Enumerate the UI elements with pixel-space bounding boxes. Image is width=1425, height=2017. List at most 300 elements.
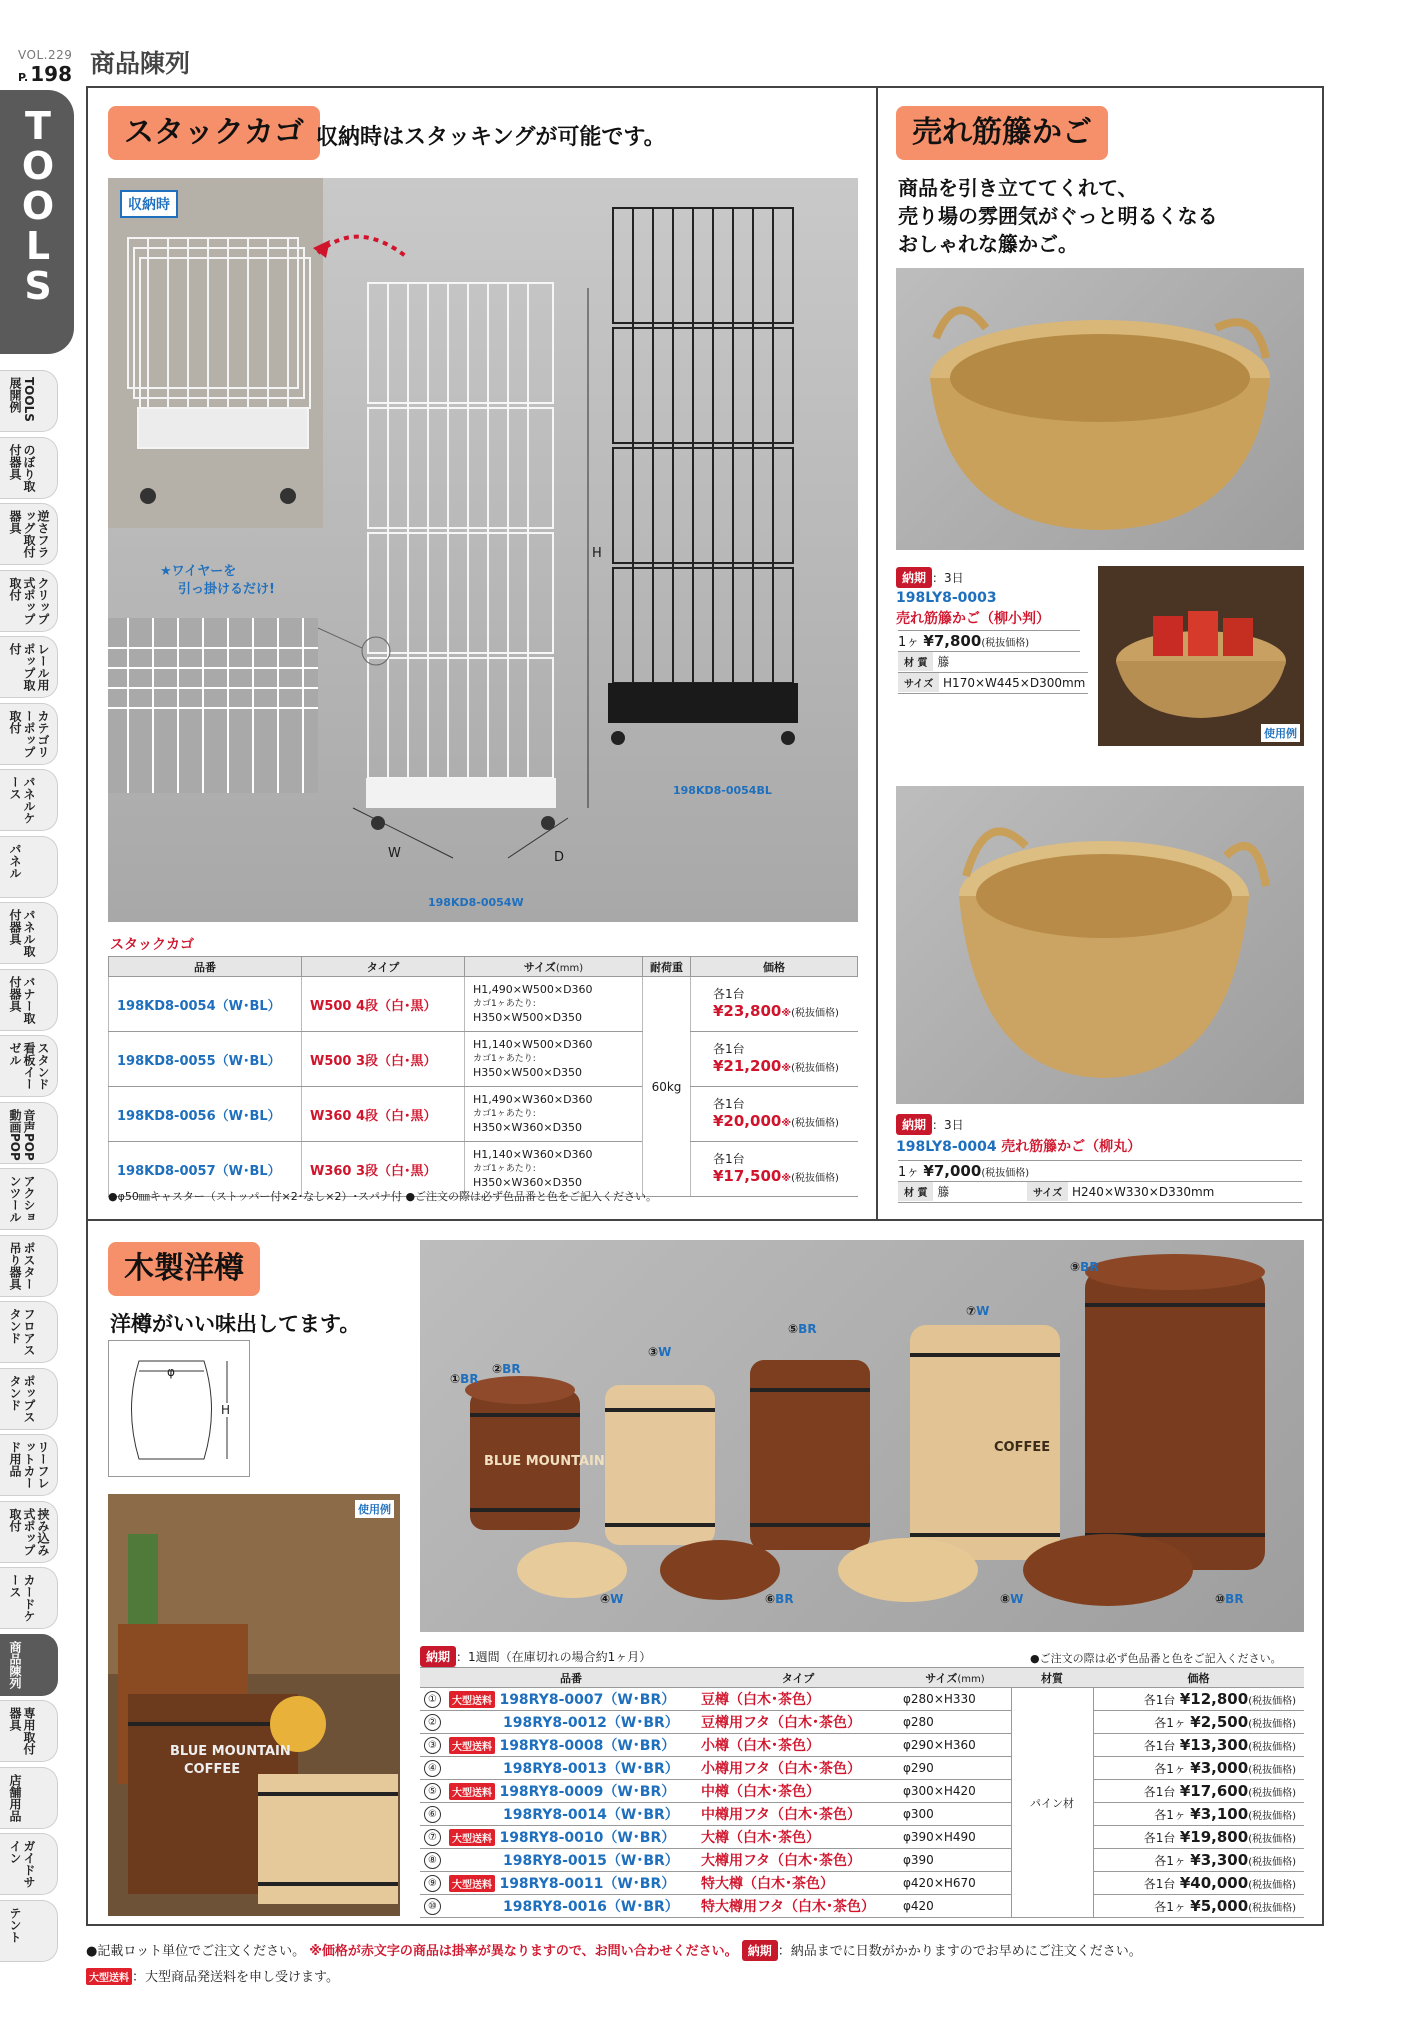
stack-price-cell [691, 977, 858, 1032]
bth-size-label: サイズ [925, 1671, 958, 1685]
stack-footnote: ●φ50㎜キャスター（ストッパー付×2･なし×2）･スパナ付 ●ご注文の際は必ず色品番と色をご記入ください。 [108, 1190, 658, 1203]
stack-size-2: カゴ1ヶあたり: [473, 1054, 536, 1064]
barrel-price: ¥13,300 [1179, 1736, 1249, 1754]
sidebar-tab[interactable] [0, 769, 58, 831]
stack-tax: (税抜価格) [791, 1118, 839, 1129]
barrel-price-cell [1093, 1826, 1304, 1849]
sidebar-tab[interactable] [0, 1168, 58, 1230]
table-row [420, 1757, 1304, 1780]
callout-number: ⑩ [1215, 1592, 1226, 1606]
stack-size-1: H1,490×W360×D360 [473, 1093, 593, 1106]
stack-size-1: H1,490×W500×D360 [473, 983, 593, 996]
stack-price-mark: ※ [781, 1008, 792, 1019]
rattan1-delivery [896, 567, 964, 588]
th-size [465, 957, 643, 977]
barrel-size: φ280 [899, 1711, 1011, 1734]
footer-line-1 [86, 1940, 1142, 1961]
bth-price: 価格 [1093, 1668, 1304, 1688]
sidebar-tab-label: レール用ポップ取付 [8, 643, 50, 691]
stack-size-3: H350×W360×D350 [473, 1176, 583, 1189]
sidebar-tab[interactable] [0, 1102, 58, 1164]
callout-number: ⑧ [1000, 1592, 1011, 1606]
delivery-badge-2: 納期 [896, 1114, 932, 1135]
callout-number: ⑨ [1070, 1260, 1081, 1274]
stack-size-2: カゴ1ヶあたり: [473, 1109, 536, 1119]
rattan2-price-row [898, 1160, 1302, 1180]
sidebar-tab[interactable] [0, 902, 58, 964]
round-basket-illustration [896, 786, 1304, 1104]
barrel-callout [765, 1592, 794, 1606]
sidebar-tab-label: 専用取付器具 [8, 1707, 36, 1755]
barrel-unit: 各1台 [1143, 1739, 1176, 1753]
barrel-price: ¥3,300 [1190, 1851, 1249, 1869]
stack-price-mark: ※ [781, 1173, 792, 1184]
sidebar-tab[interactable] [0, 1368, 58, 1430]
barrel-row-number [420, 1803, 445, 1826]
rattan1-price: ¥7,800 [923, 632, 982, 650]
sidebar-tab-label: クリップ式ポップ取付 [8, 576, 50, 625]
barrel-tax: (税抜価格) [1248, 1742, 1296, 1753]
sidebar-tab[interactable] [0, 437, 58, 499]
rattan-usage-photo [1098, 566, 1304, 746]
row-number-badge: ⑩ [424, 1898, 441, 1915]
row-number-badge: ③ [424, 1737, 441, 1754]
barrel-type: 大樽用フタ（白木･茶色） [697, 1849, 899, 1872]
rattan2-name: 売れ筋籐かご（柳丸） [1001, 1139, 1142, 1155]
sidebar-tab[interactable] [0, 1900, 58, 1962]
bth-material: 材質 [1011, 1668, 1093, 1688]
barrel-catch: 洋樽がいい味出してます。 [110, 1312, 361, 1336]
barrel-callout [648, 1345, 671, 1359]
barrel-row-number [420, 1711, 445, 1734]
sidebar-tab[interactable] [0, 370, 58, 432]
footer-delivery-badge: 納期 [742, 1940, 778, 1961]
barrel-type: 特大樽（白木･茶色） [697, 1872, 899, 1895]
callout-number: ③ [648, 1345, 659, 1359]
rattan2-size: H240×W330×D330mm [1072, 1185, 1215, 1199]
footer-line-2 [86, 1966, 339, 1985]
barrel-callout [1000, 1592, 1023, 1606]
table-row [420, 1872, 1304, 1895]
rattan1-mat: 籐 [937, 655, 950, 669]
barrel-dim-diagram [108, 1340, 250, 1477]
barrel-callout [1070, 1260, 1099, 1274]
rattan1-size: H170×W445×D300mm [943, 676, 1086, 690]
barrel-row-number [420, 1734, 445, 1757]
barrel-unit: 各1台 [1143, 1877, 1176, 1891]
sidebar-tab-label: 挟み込み式ポップ取付 [8, 1507, 50, 1556]
sidebar [0, 0, 80, 2017]
big-shipping-tag: 大型送料 [449, 1737, 495, 1754]
stack-size-3: H350×W500×D350 [473, 1066, 583, 1079]
sidebar-tab-label: カードケース [8, 1574, 36, 1622]
barrel-unit: 各1ヶ [1154, 1900, 1186, 1914]
volume-label: VOL.229 [18, 48, 73, 62]
barrel-code-cell [445, 1895, 697, 1918]
barrel-code: 198RY8-0012（W･BR） [503, 1715, 679, 1731]
barrel-code: 198RY8-0010（W･BR） [499, 1830, 676, 1846]
barrel-price-cell [1093, 1849, 1304, 1872]
row-number-badge: ⑥ [424, 1806, 441, 1823]
row-number-badge: ④ [424, 1760, 441, 1777]
table-row [420, 1734, 1304, 1757]
rattan2-mat: 籐 [937, 1185, 950, 1199]
callout-number: ⑦ [966, 1304, 977, 1318]
barrel-callout [450, 1372, 479, 1386]
barrel-usage-illustration [108, 1494, 400, 1916]
barrel-price-cell [1093, 1757, 1304, 1780]
sidebar-tab[interactable] [0, 1235, 58, 1297]
barrel-callout [1215, 1592, 1244, 1606]
rattan1-code: 198LY8-0003 [896, 590, 997, 606]
sidebar-tab[interactable] [0, 703, 58, 765]
usage-barrel-print-2: COFFEE [184, 1762, 241, 1777]
barrel-lineup-illustration [420, 1240, 1304, 1632]
barrel-lineup-photo [420, 1240, 1304, 1632]
stack-size-3: H350×W360×D350 [473, 1121, 583, 1134]
round-basket-photo [896, 786, 1304, 1104]
barrel-code: 198RY8-0007（W･BR） [499, 1692, 676, 1708]
stack-photo [108, 178, 858, 922]
barrel-size: φ280×H330 [899, 1688, 1011, 1711]
barrel-price-cell [1093, 1688, 1304, 1711]
lineup-print-1: BLUE MOUNTAIN [484, 1454, 605, 1469]
stack-unit: 各1台 [713, 1152, 745, 1166]
row-number-badge: ⑦ [424, 1829, 441, 1846]
barrel-code-cell [445, 1803, 697, 1826]
stack-size-3: H350×W500×D350 [473, 1011, 583, 1024]
barrel-price: ¥17,600 [1179, 1782, 1249, 1800]
usage-barrel-print-1: BLUE MOUNTAIN [170, 1744, 291, 1759]
callout-color: BR [460, 1372, 479, 1386]
callout-number: ① [450, 1372, 461, 1386]
rattan-title: 売れ筋籐かご [896, 106, 1108, 160]
stack-size-2: カゴ1ヶあたり: [473, 999, 536, 1009]
usage-label: 使用例 [1261, 724, 1300, 742]
horizontal-divider [86, 1219, 1324, 1221]
barrel-callout [966, 1304, 989, 1318]
th-size-label: サイズ [523, 960, 556, 974]
rattan2-mat-label: 材 質 [898, 1182, 933, 1201]
barrel-table [420, 1667, 1304, 1918]
stack-tax: (税抜価格) [791, 1173, 839, 1184]
big-shipping-tag: 大型送料 [449, 1691, 495, 1708]
barrel-price-cell [1093, 1734, 1304, 1757]
stack-load: 60kg [643, 977, 691, 1197]
barrel-code-cell [445, 1734, 697, 1757]
stored-photo-label: 収納時 [120, 190, 178, 218]
stack-size [465, 1032, 643, 1087]
table-row [420, 1780, 1304, 1803]
footer-big-tag: 大型送料 [86, 1968, 132, 1985]
rattan1-qty: 1ヶ [898, 635, 920, 650]
big-shipping-tag: 大型送料 [449, 1829, 495, 1846]
callout-color: W [976, 1304, 990, 1318]
callout-color: BR [798, 1322, 817, 1336]
barrel-code-cell [445, 1849, 697, 1872]
callout-color: BR [1225, 1592, 1244, 1606]
stack-tax: (税抜価格) [791, 1063, 839, 1074]
sidebar-tab[interactable] [0, 636, 58, 698]
row-number-badge: ⑤ [424, 1783, 441, 1800]
barrel-code-cell [445, 1711, 697, 1734]
barrel-type: 豆樽（白木･茶色） [697, 1688, 899, 1711]
sidebar-tab[interactable] [0, 503, 58, 565]
barrel-tax: (税抜価格) [1248, 1903, 1296, 1914]
barrel-price-cell [1093, 1803, 1304, 1826]
sidebar-tab[interactable] [0, 1301, 58, 1363]
barrel-row-number [420, 1688, 445, 1711]
stack-size [465, 1087, 643, 1142]
callout-number: ⑤ [788, 1322, 799, 1336]
barrel-size: φ300 [899, 1803, 1011, 1826]
stack-size-1: H1,140×W360×D360 [473, 1148, 593, 1161]
sidebar-tab-label: カテゴリーポップ取付 [8, 709, 50, 758]
rattan1-size-row [898, 672, 1088, 694]
barrel-code: 198RY8-0008（W･BR） [499, 1738, 676, 1754]
stack-price: ¥21,200 [713, 1057, 782, 1075]
rattan2-price: ¥7,000 [923, 1162, 982, 1180]
code-bl-label: 198KD8-0054BL [673, 784, 772, 797]
bth-size [899, 1668, 1011, 1688]
barrel-unit: 各1ヶ [1154, 1808, 1186, 1822]
table-row [109, 977, 858, 1032]
barrel-code: 198RY8-0015（W･BR） [503, 1853, 679, 1869]
wire-note-line1: ★ワイヤーを [160, 564, 237, 579]
barrel-unit: 各1ヶ [1154, 1716, 1186, 1730]
barrel-code: 198RY8-0014（W･BR） [503, 1807, 679, 1823]
sidebar-tab-label: 音声POP動画POP [8, 1108, 36, 1161]
stack-size-1: H1,140×W500×D360 [473, 1038, 593, 1051]
th-type: タイプ [302, 957, 465, 977]
barrel-size: φ300×H420 [899, 1780, 1011, 1803]
sidebar-tab[interactable] [0, 836, 58, 898]
page-value: 198 [30, 62, 72, 86]
rattan-catch-1: 商品を引き立ててくれて、 [898, 176, 1138, 200]
stack-size-2: カゴ1ヶあたり: [473, 1164, 536, 1174]
th-code: 品番 [109, 957, 302, 977]
sidebar-tab-label: バナー取付器具 [8, 975, 36, 1024]
sidebar-tab[interactable] [0, 1767, 58, 1829]
barrel-code-cell [445, 1872, 697, 1895]
stack-type: W360 4段（白･黒） [302, 1087, 465, 1142]
code-w-label: 198KD8-0054W [428, 896, 524, 909]
barrel-delivery [420, 1646, 651, 1667]
barrel-size: φ420×H670 [899, 1872, 1011, 1895]
barrel-size: φ420 [899, 1895, 1011, 1918]
rattan2-size-label: サイズ [1027, 1182, 1068, 1201]
page-number [18, 62, 72, 86]
barrel-code: 198RY8-0009（W･BR） [499, 1784, 676, 1800]
barrel-unit: 各1台 [1143, 1785, 1176, 1799]
callout-color: BR [775, 1592, 794, 1606]
barrel-unit: 各1台 [1143, 1831, 1176, 1845]
stack-tax: (税抜価格) [791, 1008, 839, 1019]
barrel-price: ¥2,500 [1190, 1713, 1249, 1731]
barrel-tax: (税抜価格) [1248, 1719, 1296, 1730]
sidebar-tab[interactable] [0, 570, 58, 632]
barrel-price: ¥5,000 [1190, 1897, 1249, 1915]
sidebar-tab-label: リーフレットカード用品 [8, 1441, 50, 1489]
sidebar-tab-label: 店舗用品 [8, 1773, 22, 1822]
sidebar-tab-label: フロアスタンド [8, 1308, 36, 1356]
stack-price-mark: ※ [781, 1063, 792, 1074]
barrel-tax: (税抜価格) [1248, 1857, 1296, 1868]
sidebar-tab-label: パネルケース [8, 776, 36, 824]
footer-note-2: ※価格が赤文字の商品は掛率が異なりますので、お問い合わせください。 [309, 1944, 738, 1959]
barrel-tax: (税抜価格) [1248, 1765, 1296, 1776]
stack-code: 198KD8-0054（W･BL） [109, 977, 302, 1032]
barrel-row-number [420, 1849, 445, 1872]
barrel-code-cell [445, 1826, 697, 1849]
stack-unit: 各1台 [713, 1097, 745, 1111]
rattan1-mat-label: 材 質 [898, 652, 933, 671]
sidebar-tab[interactable] [0, 1567, 58, 1629]
barrel-price-cell [1093, 1780, 1304, 1803]
callout-color: BR [502, 1362, 521, 1376]
row-number-badge: ② [424, 1714, 441, 1731]
stack-price-cell [691, 1032, 858, 1087]
sidebar-tab[interactable] [0, 1634, 58, 1696]
table-row [109, 1032, 858, 1087]
tools-main-tab-label: TOOLS [21, 104, 55, 308]
stack-type: W360 3段（白･黒） [302, 1142, 465, 1197]
barrel-code-cell [445, 1688, 697, 1711]
rattan1-price-row [898, 630, 1080, 650]
barrel-order-note: ●ご注文の際は必ず色品番と色をご記入ください。 [1030, 1652, 1282, 1665]
sidebar-tab-label: TOOLS展開例 [8, 377, 36, 422]
table-row [420, 1688, 1304, 1711]
barrel-code: 198RY8-0011（W･BR） [499, 1876, 676, 1892]
sidebar-tab-label: パネル [8, 842, 22, 879]
sidebar-tab-label: のぼり取付器具 [8, 443, 36, 492]
barrel-dim-h-label: H [221, 1403, 231, 1417]
rattan2-title-row [896, 1136, 1141, 1156]
sidebar-tab-label: アクションツール [8, 1175, 36, 1223]
callout-color: BR [1080, 1260, 1099, 1274]
callout-color: W [658, 1345, 672, 1359]
dim-h-label: H [592, 546, 602, 561]
table-row [420, 1711, 1304, 1734]
barrel-unit: 各1ヶ [1154, 1762, 1186, 1776]
stack-type: W500 3段（白･黒） [302, 1032, 465, 1087]
barrel-code-cell [445, 1757, 697, 1780]
stack-unit: 各1台 [713, 987, 745, 1001]
barrel-usage-photo [108, 1494, 400, 1916]
barrel-callout [600, 1592, 623, 1606]
barrel-type: 小樽（白木･茶色） [697, 1734, 899, 1757]
barrel-price: ¥12,800 [1179, 1690, 1249, 1708]
barrel-row-number [420, 1757, 445, 1780]
barrel-title: 木製洋樽 [108, 1242, 260, 1296]
callout-number: ② [492, 1362, 503, 1376]
th-load: 耐荷重 [643, 957, 691, 977]
barrel-row-number [420, 1780, 445, 1803]
barrel-unit: 各1台 [1143, 1693, 1176, 1707]
lineup-print-2: COFFEE [994, 1440, 1051, 1455]
row-number-badge: ⑨ [424, 1875, 441, 1892]
footer-note-1: ●記載ロット単位でご注文ください。 [86, 1944, 306, 1959]
barrel-tax: (税抜価格) [1248, 1811, 1296, 1822]
wire-note-line2: 引っ掛けるだけ! [178, 582, 275, 597]
sidebar-tab[interactable] [0, 1035, 58, 1097]
table-row [420, 1895, 1304, 1918]
barrel-size: φ390 [899, 1849, 1011, 1872]
sidebar-tab[interactable] [0, 969, 58, 1031]
delivery-value-2: ：3日 [932, 1118, 964, 1132]
table-row [420, 1826, 1304, 1849]
barrel-size: φ290×H360 [899, 1734, 1011, 1757]
barrel-type: 豆樽用フタ（白木･茶色） [697, 1711, 899, 1734]
barrel-type: 特大樽用フタ（白木･茶色） [697, 1895, 899, 1918]
rattan-catch-2: 売り場の雰囲気がぐっと明るくなる [898, 204, 1218, 228]
barrel-tax: (税抜価格) [1248, 1834, 1296, 1845]
sidebar-tab[interactable] [0, 1833, 58, 1895]
sidebar-tab-label: スタンド看板イーゼル [8, 1042, 50, 1090]
barrel-code: 198RY8-0013（W･BR） [503, 1761, 679, 1777]
vertical-divider [876, 86, 878, 1220]
delivery-badge: 納期 [896, 567, 932, 588]
th-price: 価格 [691, 957, 858, 977]
rattan2-delivery [896, 1114, 964, 1135]
barrel-type: 中樽用フタ（白木･茶色） [697, 1803, 899, 1826]
rattan2-tax: (税抜価格) [981, 1168, 1030, 1179]
barrel-price: ¥3,100 [1190, 1805, 1249, 1823]
stack-price-cell [691, 1087, 858, 1142]
page-title: 商品陳列 [90, 49, 191, 78]
barrel-price-cell [1093, 1872, 1304, 1895]
sidebar-tab-label: 商品陳列 [8, 1640, 22, 1689]
barrel-tax: (税抜価格) [1248, 1788, 1296, 1799]
stack-code: 198KD8-0055（W･BL） [109, 1032, 302, 1087]
tools-main-tab[interactable] [0, 90, 74, 354]
sidebar-tab-label: パネル取付器具 [8, 909, 36, 957]
rattan1-size-label: サイズ [898, 673, 939, 692]
callout-color: W [610, 1592, 624, 1606]
rattan2-code: 198LY8-0004 [896, 1139, 997, 1155]
barrel-type: 大樽（白木･茶色） [697, 1826, 899, 1849]
barrel-size: φ290 [899, 1757, 1011, 1780]
page-prefix: P. [18, 71, 29, 84]
sidebar-tab-label: ポスター吊り器具 [8, 1241, 36, 1290]
sidebar-tab[interactable] [0, 1700, 58, 1762]
page-number-box [16, 48, 72, 92]
barrel-type: 中樽（白木･茶色） [697, 1780, 899, 1803]
barrel-tax: (税抜価格) [1248, 1880, 1296, 1891]
barrel-row-number [420, 1895, 445, 1918]
barrel-price: ¥19,800 [1179, 1828, 1249, 1846]
stack-price-mark: ※ [781, 1118, 792, 1129]
barrel-delivery-value: ：1週間（在庫切れの場合約1ヶ月） [456, 1650, 652, 1664]
footer-note-3: ：納品までに日数がかかりますのでお早めにご注文ください。 [777, 1944, 1142, 1959]
stack-catch: 収納時はスタッキングが可能です。 [316, 125, 666, 150]
sidebar-tab[interactable] [0, 1501, 58, 1563]
stack-basket-illustration [108, 178, 858, 922]
dim-phi-label: φ [167, 1365, 175, 1379]
sidebar-tab-label: テント [8, 1906, 22, 1943]
barrel-code: 198RY8-0016（W･BR） [503, 1899, 679, 1915]
usage-basket-illustration [1098, 566, 1304, 746]
rattan2-qty: 1ヶ [898, 1165, 920, 1180]
barrel-row-number [420, 1826, 445, 1849]
dim-d-label: D [554, 850, 565, 865]
stack-unit: 各1台 [713, 1042, 745, 1056]
table-row [420, 1803, 1304, 1826]
sidebar-tab[interactable] [0, 1434, 58, 1496]
oval-basket-illustration [896, 268, 1304, 550]
row-number-badge: ⑧ [424, 1852, 441, 1869]
stack-size [465, 977, 643, 1032]
